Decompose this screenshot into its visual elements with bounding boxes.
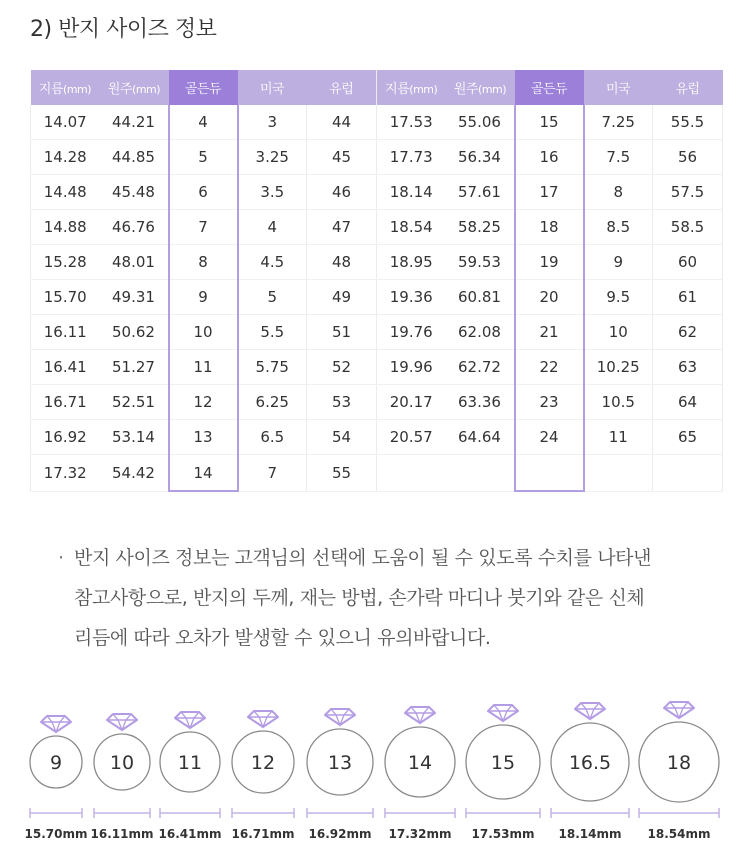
table-cell: 44 xyxy=(307,105,377,140)
table-cell: 20.57 xyxy=(377,420,446,455)
table-cell: 52.51 xyxy=(100,385,169,420)
table-cell: 10 xyxy=(584,315,653,350)
table-cell: 21 xyxy=(515,315,584,350)
table-cell: 16.41 xyxy=(31,350,100,385)
table-cell: 20.17 xyxy=(377,385,446,420)
table-cell: 5.75 xyxy=(238,350,307,385)
table-cell: 17 xyxy=(515,175,584,210)
table-cell: 17.32 xyxy=(31,455,100,492)
table-cell: 15.70 xyxy=(31,280,100,315)
table-cell: 18.95 xyxy=(377,245,446,280)
table-cell: 64.64 xyxy=(446,420,515,455)
ring-diameter-label: 16.11mm xyxy=(90,827,154,841)
bullet-icon: · xyxy=(58,547,64,569)
header-label: 지름 xyxy=(38,82,64,97)
header-label: 원주 xyxy=(453,82,479,97)
table-cell: 6.25 xyxy=(238,385,307,420)
table-cell: 10.25 xyxy=(584,350,653,385)
table-cell: 14.88 xyxy=(31,210,100,245)
ring-diameter-label: 16.41mm xyxy=(158,827,222,841)
ring-diameter-label: 17.53mm xyxy=(471,827,535,841)
table-cell: 48.01 xyxy=(100,245,169,280)
table-cell: 55.5 xyxy=(653,105,723,140)
ring-size-label: 15 xyxy=(490,752,516,774)
table-cell: 19.76 xyxy=(377,315,446,350)
notice-line-3: 리듬에 따라 오차가 발생할 수 있으니 유의바랍니다. xyxy=(74,627,491,649)
table-cell: 53.14 xyxy=(100,420,169,455)
ring-size-10 xyxy=(91,714,154,841)
table-cell: 24 xyxy=(515,420,584,455)
table-cell: 4 xyxy=(238,210,307,245)
table-cell: 63.36 xyxy=(446,385,515,420)
ring-size-label: 18 xyxy=(666,752,692,774)
ring-diameter-label: 18.54mm xyxy=(647,827,711,841)
ring-size-9 xyxy=(25,716,88,841)
ring-size-label: 13 xyxy=(327,752,353,774)
table-cell: 16 xyxy=(515,140,584,175)
page-title: 2) 반지 사이즈 정보 xyxy=(30,17,217,42)
header-label: 유럽 xyxy=(675,82,700,97)
ring-size-label: 10 xyxy=(109,752,135,774)
ring-diameter-label: 16.92mm xyxy=(308,827,372,841)
ring-size-13 xyxy=(307,709,373,841)
diamond-icon xyxy=(107,714,137,730)
header-label: 골든듀 xyxy=(530,82,568,97)
table-cell: 11 xyxy=(169,350,238,385)
table-cell: 62 xyxy=(653,315,723,350)
table-cell: 16.71 xyxy=(31,385,100,420)
table-cell: 58.5 xyxy=(653,210,723,245)
table-cell: 62.72 xyxy=(446,350,515,385)
table-cell: 46.76 xyxy=(100,210,169,245)
ring-diameter-label: 15.70mm xyxy=(24,827,88,841)
table-cell: 60.81 xyxy=(446,280,515,315)
notice-line-2: 참고사항으로, 반지의 두께, 재는 방법, 손가락 마디나 붓기와 같은 신체 xyxy=(74,587,645,609)
table-cell: 54.42 xyxy=(100,455,169,492)
table-cell: 5 xyxy=(169,140,238,175)
ring-size-label: 14 xyxy=(407,752,433,774)
header-unit: (mm) xyxy=(63,83,92,96)
table-cell: 9 xyxy=(584,245,653,280)
ring-size-label: 16.5 xyxy=(568,752,612,774)
diamond-icon xyxy=(175,712,205,728)
table-cell: 23 xyxy=(515,385,584,420)
table-cell: 45 xyxy=(307,140,377,175)
table-cell: 14.28 xyxy=(31,140,100,175)
table-cell: 49.31 xyxy=(100,280,169,315)
table-cell: 47 xyxy=(307,210,377,245)
table-cell: 3.5 xyxy=(238,175,307,210)
table-cell: 54 xyxy=(307,420,377,455)
table-cell: 22 xyxy=(515,350,584,385)
table-cell: 13 xyxy=(169,420,238,455)
table-cell: 61 xyxy=(653,280,723,315)
diamond-icon xyxy=(405,707,435,723)
diamond-icon xyxy=(41,716,71,732)
header-label: 유럽 xyxy=(329,82,354,97)
table-cell: 55 xyxy=(307,455,377,492)
table-cell: 18 xyxy=(515,210,584,245)
table-cell: 64 xyxy=(653,385,723,420)
header-label: 원주 xyxy=(107,82,133,97)
diamond-icon xyxy=(664,702,694,718)
ring-size-14 xyxy=(385,707,455,841)
table-cell: 17.73 xyxy=(377,140,446,175)
table-cell: 51.27 xyxy=(100,350,169,385)
table-cell: 48 xyxy=(307,245,377,280)
table-cell: 57.61 xyxy=(446,175,515,210)
header-label: 지름 xyxy=(385,82,410,97)
table-cell: 16.92 xyxy=(31,420,100,455)
table-cell: 19.36 xyxy=(377,280,446,315)
diamond-icon xyxy=(248,711,278,727)
table-cell: 8.5 xyxy=(584,210,653,245)
diamond-icon xyxy=(325,709,355,725)
table-cell: 46 xyxy=(307,175,377,210)
ring-size-11 xyxy=(159,712,222,841)
ring-size-12 xyxy=(232,711,295,841)
ring-size-18 xyxy=(639,702,719,841)
table-cell: 62.08 xyxy=(446,315,515,350)
table-cell: 10.5 xyxy=(584,385,653,420)
table-cell: 7 xyxy=(169,210,238,245)
ring-diameter-label: 16.71mm xyxy=(231,827,295,841)
table-cell: 4 xyxy=(169,105,238,140)
table-cell: 18.54 xyxy=(377,210,446,245)
table-cell: 19.96 xyxy=(377,350,446,385)
table-cell: 20 xyxy=(515,280,584,315)
ring-diameter-label: 17.32mm xyxy=(388,827,452,841)
header-label: 미국 xyxy=(605,82,631,97)
table-cell: 15 xyxy=(515,105,584,140)
table-cell: 58.25 xyxy=(446,210,515,245)
table-cell: 4.5 xyxy=(238,245,307,280)
table-cell: 19 xyxy=(515,245,584,280)
diamond-icon xyxy=(575,703,605,719)
table-cell: 5 xyxy=(238,280,307,315)
table-cell: 63 xyxy=(653,350,723,385)
header-unit: (mm) xyxy=(409,83,438,96)
table-cell: 17.53 xyxy=(377,105,446,140)
ring-size-label: 9 xyxy=(49,752,63,774)
table-cell: 11 xyxy=(584,420,653,455)
table-cell: 9.5 xyxy=(584,280,653,315)
table-cell: 8 xyxy=(584,175,653,210)
table-cell: 14.07 xyxy=(31,105,100,140)
table-cell: 59.53 xyxy=(446,245,515,280)
table-cell: 6 xyxy=(169,175,238,210)
table-cell: 55.06 xyxy=(446,105,515,140)
table-cell: 7.5 xyxy=(584,140,653,175)
table-cell: 8 xyxy=(169,245,238,280)
table-cell: 53 xyxy=(307,385,377,420)
table-cell: 52 xyxy=(307,350,377,385)
table-cell: 57.5 xyxy=(653,175,723,210)
table-cell: 65 xyxy=(653,420,723,455)
table-cell: 44.21 xyxy=(100,105,169,140)
ring-size-16.5 xyxy=(551,703,629,841)
table-cell: 49 xyxy=(307,280,377,315)
table-cell: 6.5 xyxy=(238,420,307,455)
table-cell: 45.48 xyxy=(100,175,169,210)
table-cell: 14.48 xyxy=(31,175,100,210)
ring-diameter-label: 18.14mm xyxy=(558,827,622,841)
table-cell: 51 xyxy=(307,315,377,350)
ring-size-15 xyxy=(466,705,540,841)
table-cell: 3.25 xyxy=(238,140,307,175)
header-unit: (mm) xyxy=(132,83,161,96)
table-cell: 12 xyxy=(169,385,238,420)
table-cell: 5.5 xyxy=(238,315,307,350)
table-cell: 60 xyxy=(653,245,723,280)
diamond-icon xyxy=(488,705,518,721)
table-cell: 44.85 xyxy=(100,140,169,175)
table-cell: 9 xyxy=(169,280,238,315)
table-cell: 3 xyxy=(238,105,307,140)
table-cell: 50.62 xyxy=(100,315,169,350)
table-cell: 56 xyxy=(653,140,723,175)
table-cell: 7.25 xyxy=(584,105,653,140)
header-label: 미국 xyxy=(259,82,285,97)
table-cell: 18.14 xyxy=(377,175,446,210)
table-cell: 15.28 xyxy=(31,245,100,280)
header-label: 골든듀 xyxy=(184,82,222,97)
header-unit: (mm) xyxy=(478,83,507,96)
table-cell: 56.34 xyxy=(446,140,515,175)
ring-size-label: 12 xyxy=(250,752,276,774)
notice-line-1: 반지 사이즈 정보는 고객님의 선택에 도움이 될 수 있도록 수치를 나타낸 xyxy=(74,547,652,569)
table-cell: 10 xyxy=(169,315,238,350)
table-cell: 14 xyxy=(169,455,238,492)
table-cell: 16.11 xyxy=(31,315,100,350)
ring-size-label: 11 xyxy=(177,752,203,774)
table-cell: 7 xyxy=(238,455,307,492)
